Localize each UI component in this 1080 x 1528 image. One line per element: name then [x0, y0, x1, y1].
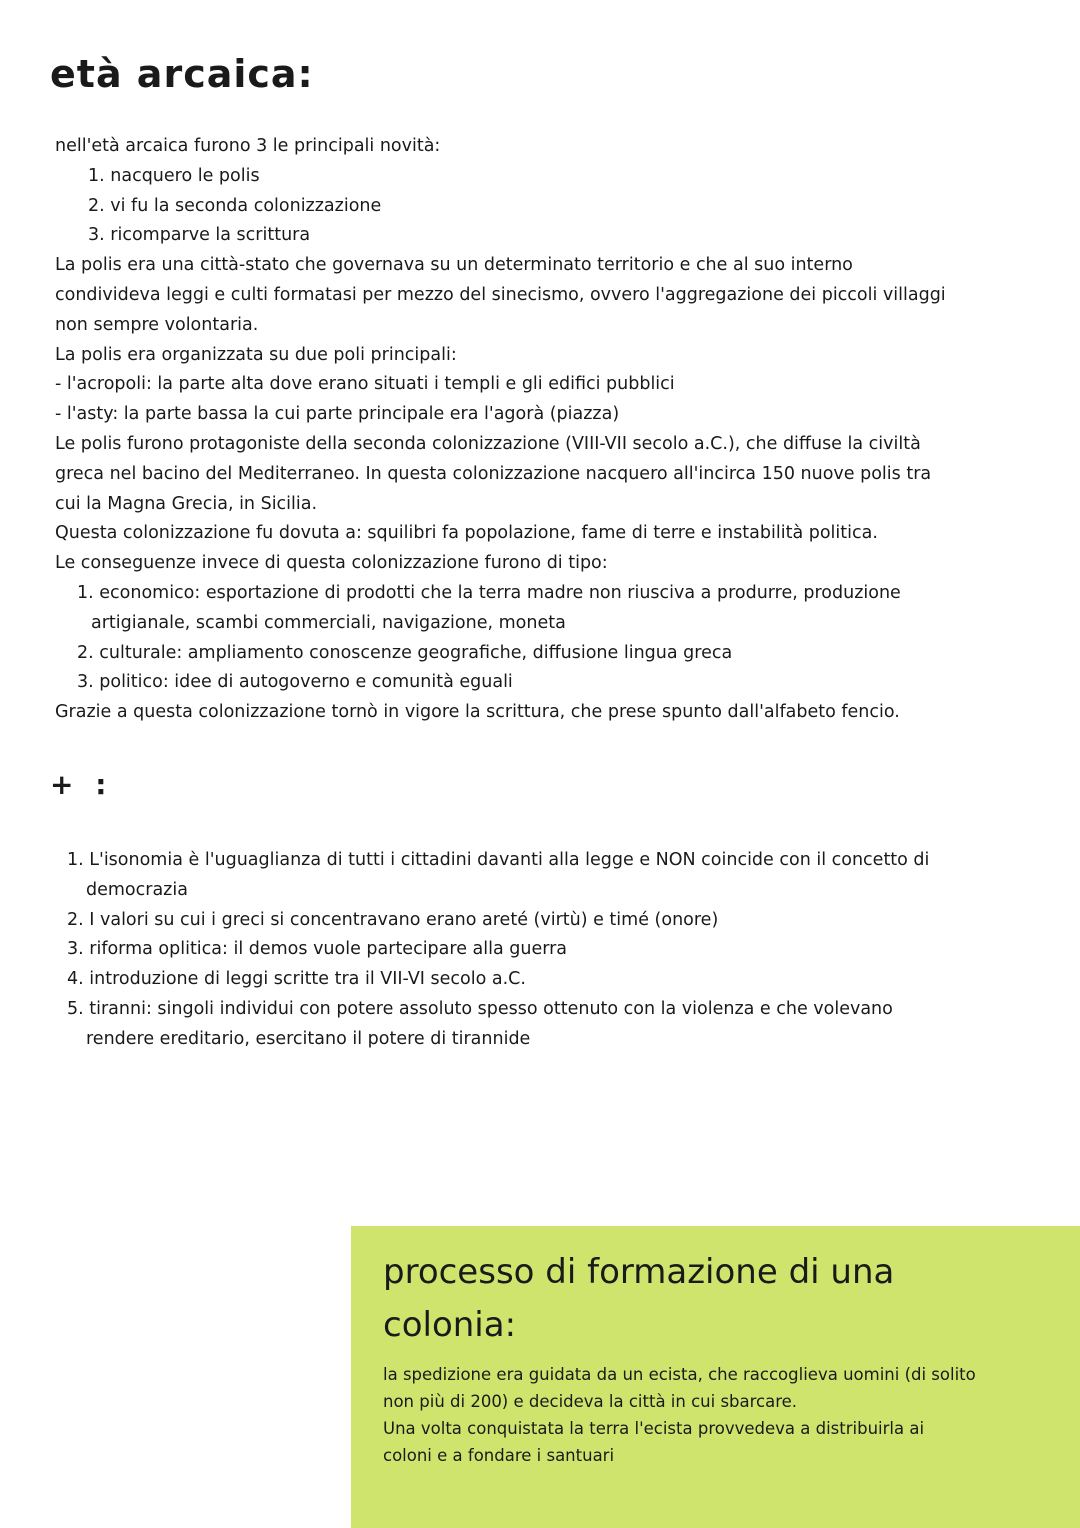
colony-box-line: coloni e a fondare i santuari: [383, 1446, 615, 1465]
colony-box-line: la spedizione era guidata da un ecista, che raccoglieva uomini (di solito: [383, 1365, 976, 1384]
list-item: 1. L'isonomia è l'uguaglianza di tutti i cittadini davanti alla legge e NON coincide con il concetto di: [67, 850, 930, 870]
list-item: 3. politico: idee di autogoverno e comunità eguali: [77, 672, 513, 693]
extra-section: [50, 846, 950, 1055]
list-item: 5. tiranni: singoli individui con potere assoluto spesso ottenuto con la violenza e che volevano: [67, 998, 893, 1019]
intro-section: [55, 132, 955, 728]
list-item-continuation: democrazia: [86, 879, 188, 900]
list-item: 1. economico: esportazione di prodotti che la terra madre non riusciva a produrre, produzione: [77, 582, 901, 603]
list-item: 3. ricomparve la scrittura: [88, 225, 311, 246]
list-item: 2. culturale: ampliamento conoscenze geografiche, diffusione lingua greca: [77, 642, 733, 663]
colony-box-text: [383, 1361, 1023, 1469]
list-item: 3. riforma oplitica: il demos vuole partecipare alla guerra: [67, 939, 568, 960]
paragraph-line: Le polis furono protagoniste della seconda colonizzazione (VIII-VII secolo a.C.), che diffuse la civiltà: [55, 433, 921, 454]
paragraph-line: cui la Magna Grecia, in Sicilia.: [55, 493, 318, 514]
list-item: 1. nacquero le polis: [88, 165, 260, 186]
list-item-continuation: rendere ereditario, esercitano il potere di tirannide: [86, 1028, 531, 1049]
dash-item: - l'acropoli: la parte alta dove erano situati i templi e gli edifici pubblici: [55, 374, 675, 395]
intro-line: nell'età arcaica furono 3 le principali novità:: [55, 136, 441, 156]
paragraph-line: greca nel bacino del Mediterraneo. In questa colonizzazione nacquero all'incirca 150 nuove polis tra: [55, 463, 932, 484]
list-item: 2. vi fu la seconda colonizzazione: [88, 195, 382, 216]
paragraph-line: Grazie a questa colonizzazione tornò in vigore la scrittura, che prese spunto dall'alfabeto fencio.: [55, 702, 900, 723]
paragraph-line: non sempre volontaria.: [55, 314, 259, 335]
plus-heading: + :: [50, 768, 113, 801]
list-item: 4. introduzione di leggi scritte tra il VII-VI secolo a.C.: [67, 969, 526, 990]
page-title: età arcaica:: [50, 52, 314, 96]
list-item: 2. I valori su cui i greci si concentravano erano areté (virtù) e timé (onore): [67, 909, 719, 930]
colony-box-line: non più di 200) e decideva la città in cui sbarcare.: [383, 1392, 798, 1411]
colony-box: [351, 1226, 1080, 1528]
paragraph-line: La polis era organizzata su due poli principali:: [55, 344, 457, 365]
colony-box-line: Una volta conquistata la terra l'ecista provvedeva a distribuirla ai: [383, 1419, 925, 1438]
list-item-continuation: artigianale, scambi commerciali, navigazione, moneta: [91, 612, 566, 633]
paragraph-line: condivideva leggi e culti formatasi per mezzo del sinecismo, ovvero l'aggregazione dei piccoli villaggi: [55, 284, 946, 305]
paragraph-line: La polis era una città-stato che governava su un determinato territorio e che al suo interno: [55, 255, 853, 276]
paragraph-line: Questa colonizzazione fu dovuta a: squilibri fa popolazione, fame di terre e instabilità politica.: [55, 523, 878, 544]
paragraph-line: Le conseguenze invece di questa colonizzazione furono di tipo:: [55, 553, 608, 574]
colony-box-title: processo di formazione di una colonia:: [383, 1252, 895, 1345]
dash-item: - l'asty: la parte bassa la cui parte principale era l'agorà (piazza): [55, 404, 620, 425]
